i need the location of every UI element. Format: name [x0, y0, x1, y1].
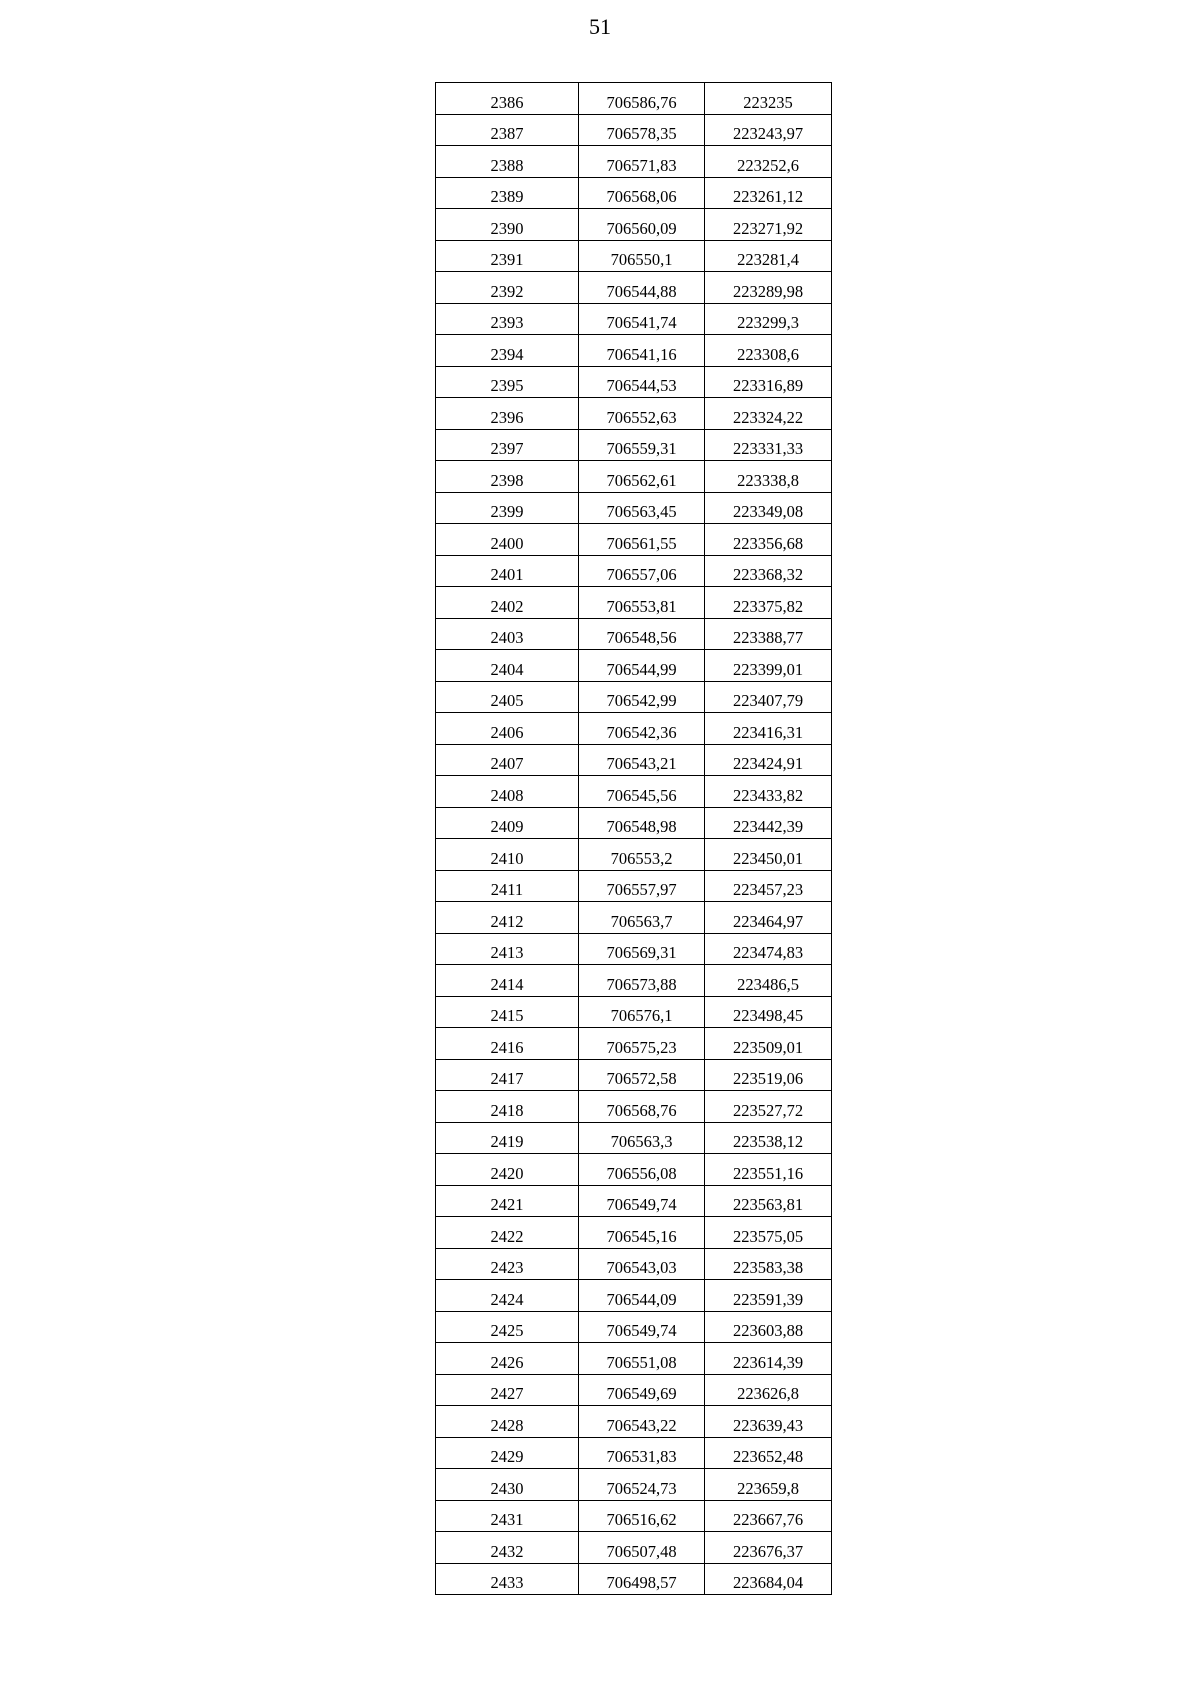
x-coordinate-cell: 706562,61	[579, 461, 705, 493]
x-coordinate-cell: 706542,99	[579, 681, 705, 713]
x-coordinate-cell: 706552,63	[579, 398, 705, 430]
point-number-cell: 2406	[436, 713, 579, 745]
y-coordinate-cell: 223614,39	[705, 1343, 832, 1375]
point-number-cell: 2389	[436, 177, 579, 209]
x-coordinate-cell: 706545,56	[579, 776, 705, 808]
y-coordinate-cell: 223243,97	[705, 114, 832, 146]
table-row	[436, 398, 832, 430]
x-coordinate-cell: 706563,3	[579, 1122, 705, 1154]
x-coordinate-cell: 706544,88	[579, 272, 705, 304]
point-number-cell: 2414	[436, 965, 579, 997]
x-coordinate-cell: 706573,88	[579, 965, 705, 997]
x-coordinate-cell: 706507,48	[579, 1532, 705, 1564]
y-coordinate-cell: 223299,3	[705, 303, 832, 335]
x-coordinate-cell: 706541,16	[579, 335, 705, 367]
table-row	[436, 1500, 832, 1532]
y-coordinate-cell: 223316,89	[705, 366, 832, 398]
x-coordinate-cell: 706549,74	[579, 1185, 705, 1217]
y-coordinate-cell: 223375,82	[705, 587, 832, 619]
y-coordinate-cell: 223424,91	[705, 744, 832, 776]
table-row	[436, 618, 832, 650]
y-coordinate-cell: 223324,22	[705, 398, 832, 430]
point-number-cell: 2405	[436, 681, 579, 713]
y-coordinate-cell: 223338,8	[705, 461, 832, 493]
x-coordinate-cell: 706548,56	[579, 618, 705, 650]
y-coordinate-cell: 223667,76	[705, 1500, 832, 1532]
x-coordinate-cell: 706544,53	[579, 366, 705, 398]
y-coordinate-cell: 223659,8	[705, 1469, 832, 1501]
point-number-cell: 2387	[436, 114, 579, 146]
table-row	[436, 870, 832, 902]
table-row	[436, 996, 832, 1028]
x-coordinate-cell: 706551,08	[579, 1343, 705, 1375]
y-coordinate-cell: 223626,8	[705, 1374, 832, 1406]
x-coordinate-cell: 706563,45	[579, 492, 705, 524]
x-coordinate-cell: 706569,31	[579, 933, 705, 965]
x-coordinate-cell: 706560,09	[579, 209, 705, 241]
point-number-cell: 2392	[436, 272, 579, 304]
y-coordinate-cell: 223356,68	[705, 524, 832, 556]
x-coordinate-cell: 706578,35	[579, 114, 705, 146]
x-coordinate-cell: 706561,55	[579, 524, 705, 556]
point-number-cell: 2394	[436, 335, 579, 367]
point-number-cell: 2421	[436, 1185, 579, 1217]
point-number-cell: 2427	[436, 1374, 579, 1406]
point-number-cell: 2418	[436, 1091, 579, 1123]
y-coordinate-cell: 223652,48	[705, 1437, 832, 1469]
point-number-cell: 2400	[436, 524, 579, 556]
table-row	[436, 303, 832, 335]
table-row	[436, 1059, 832, 1091]
table-row	[436, 965, 832, 997]
table-row	[436, 1374, 832, 1406]
y-coordinate-cell: 223457,23	[705, 870, 832, 902]
table-row	[436, 240, 832, 272]
x-coordinate-cell: 706498,57	[579, 1563, 705, 1595]
table-row	[436, 1028, 832, 1060]
y-coordinate-cell: 223575,05	[705, 1217, 832, 1249]
point-number-cell: 2416	[436, 1028, 579, 1060]
y-coordinate-cell: 223474,83	[705, 933, 832, 965]
y-coordinate-cell: 223331,33	[705, 429, 832, 461]
x-coordinate-cell: 706544,09	[579, 1280, 705, 1312]
y-coordinate-cell: 223684,04	[705, 1563, 832, 1595]
table-row	[436, 1154, 832, 1186]
table-row	[436, 335, 832, 367]
table-row	[436, 1185, 832, 1217]
y-coordinate-cell: 223538,12	[705, 1122, 832, 1154]
point-number-cell: 2408	[436, 776, 579, 808]
x-coordinate-cell: 706544,99	[579, 650, 705, 682]
table-row	[436, 1248, 832, 1280]
x-coordinate-cell: 706545,16	[579, 1217, 705, 1249]
point-number-cell: 2430	[436, 1469, 579, 1501]
y-coordinate-cell: 223235	[705, 83, 832, 115]
point-number-cell: 2424	[436, 1280, 579, 1312]
point-number-cell: 2396	[436, 398, 579, 430]
table-row	[436, 1532, 832, 1564]
x-coordinate-cell: 706553,2	[579, 839, 705, 871]
y-coordinate-cell: 223450,01	[705, 839, 832, 871]
y-coordinate-cell: 223399,01	[705, 650, 832, 682]
table-row	[436, 902, 832, 934]
point-number-cell: 2432	[436, 1532, 579, 1564]
point-number-cell: 2407	[436, 744, 579, 776]
x-coordinate-cell: 706576,1	[579, 996, 705, 1028]
x-coordinate-cell: 706549,69	[579, 1374, 705, 1406]
table-row	[436, 492, 832, 524]
point-number-cell: 2426	[436, 1343, 579, 1375]
y-coordinate-cell: 223416,31	[705, 713, 832, 745]
table-row	[436, 114, 832, 146]
x-coordinate-cell: 706531,83	[579, 1437, 705, 1469]
table-row	[436, 1406, 832, 1438]
point-number-cell: 2415	[436, 996, 579, 1028]
point-number-cell: 2417	[436, 1059, 579, 1091]
x-coordinate-cell: 706541,74	[579, 303, 705, 335]
point-number-cell: 2388	[436, 146, 579, 178]
table-row	[436, 587, 832, 619]
table-row	[436, 366, 832, 398]
x-coordinate-cell: 706543,03	[579, 1248, 705, 1280]
x-coordinate-cell: 706549,74	[579, 1311, 705, 1343]
table-row	[436, 1437, 832, 1469]
y-coordinate-cell: 223433,82	[705, 776, 832, 808]
table-row	[436, 1563, 832, 1595]
table-row	[436, 1217, 832, 1249]
point-number-cell: 2428	[436, 1406, 579, 1438]
coordinates-table-body	[436, 83, 832, 1595]
point-number-cell: 2391	[436, 240, 579, 272]
x-coordinate-cell: 706586,76	[579, 83, 705, 115]
table-row	[436, 1469, 832, 1501]
y-coordinate-cell: 223464,97	[705, 902, 832, 934]
x-coordinate-cell: 706575,23	[579, 1028, 705, 1060]
y-coordinate-cell: 223289,98	[705, 272, 832, 304]
y-coordinate-cell: 223639,43	[705, 1406, 832, 1438]
x-coordinate-cell: 706553,81	[579, 587, 705, 619]
point-number-cell: 2425	[436, 1311, 579, 1343]
table-row	[436, 461, 832, 493]
table-row	[436, 1122, 832, 1154]
table-row	[436, 839, 832, 871]
point-number-cell: 2402	[436, 587, 579, 619]
point-number-cell: 2410	[436, 839, 579, 871]
x-coordinate-cell: 706524,73	[579, 1469, 705, 1501]
x-coordinate-cell: 706568,06	[579, 177, 705, 209]
x-coordinate-cell: 706557,06	[579, 555, 705, 587]
x-coordinate-cell: 706543,22	[579, 1406, 705, 1438]
point-number-cell: 2401	[436, 555, 579, 587]
y-coordinate-cell: 223368,32	[705, 555, 832, 587]
table-row	[436, 83, 832, 115]
table-row	[436, 177, 832, 209]
y-coordinate-cell: 223486,5	[705, 965, 832, 997]
table-row	[436, 681, 832, 713]
point-number-cell: 2429	[436, 1437, 579, 1469]
x-coordinate-cell: 706548,98	[579, 807, 705, 839]
point-number-cell: 2420	[436, 1154, 579, 1186]
y-coordinate-cell: 223551,16	[705, 1154, 832, 1186]
point-number-cell: 2393	[436, 303, 579, 335]
table-row	[436, 1343, 832, 1375]
point-number-cell: 2409	[436, 807, 579, 839]
y-coordinate-cell: 223349,08	[705, 492, 832, 524]
table-row	[436, 1280, 832, 1312]
x-coordinate-cell: 706542,36	[579, 713, 705, 745]
point-number-cell: 2413	[436, 933, 579, 965]
x-coordinate-cell: 706550,1	[579, 240, 705, 272]
point-number-cell: 2398	[436, 461, 579, 493]
point-number-cell: 2433	[436, 1563, 579, 1595]
point-number-cell: 2431	[436, 1500, 579, 1532]
x-coordinate-cell: 706563,7	[579, 902, 705, 934]
x-coordinate-cell: 706557,97	[579, 870, 705, 902]
point-number-cell: 2404	[436, 650, 579, 682]
point-number-cell: 2386	[436, 83, 579, 115]
y-coordinate-cell: 223509,01	[705, 1028, 832, 1060]
y-coordinate-cell: 223271,92	[705, 209, 832, 241]
table-row	[436, 555, 832, 587]
table-row	[436, 1091, 832, 1123]
point-number-cell: 2411	[436, 870, 579, 902]
table-row	[436, 1311, 832, 1343]
table-row	[436, 650, 832, 682]
y-coordinate-cell: 223281,4	[705, 240, 832, 272]
y-coordinate-cell: 223583,38	[705, 1248, 832, 1280]
y-coordinate-cell: 223676,37	[705, 1532, 832, 1564]
y-coordinate-cell: 223407,79	[705, 681, 832, 713]
point-number-cell: 2397	[436, 429, 579, 461]
table-row	[436, 146, 832, 178]
table-row	[436, 272, 832, 304]
table-row	[436, 713, 832, 745]
x-coordinate-cell: 706572,58	[579, 1059, 705, 1091]
x-coordinate-cell: 706568,76	[579, 1091, 705, 1123]
table-row	[436, 429, 832, 461]
x-coordinate-cell: 706571,83	[579, 146, 705, 178]
y-coordinate-cell: 223591,39	[705, 1280, 832, 1312]
y-coordinate-cell: 223261,12	[705, 177, 832, 209]
point-number-cell: 2390	[436, 209, 579, 241]
table-row	[436, 776, 832, 808]
coordinates-table	[435, 82, 832, 1595]
point-number-cell: 2423	[436, 1248, 579, 1280]
y-coordinate-cell: 223442,39	[705, 807, 832, 839]
table-row	[436, 933, 832, 965]
y-coordinate-cell: 223603,88	[705, 1311, 832, 1343]
x-coordinate-cell: 706556,08	[579, 1154, 705, 1186]
table-row	[436, 209, 832, 241]
point-number-cell: 2395	[436, 366, 579, 398]
table-row	[436, 807, 832, 839]
x-coordinate-cell: 706559,31	[579, 429, 705, 461]
y-coordinate-cell: 223388,77	[705, 618, 832, 650]
page-number: 51	[589, 14, 611, 39]
point-number-cell: 2403	[436, 618, 579, 650]
y-coordinate-cell: 223563,81	[705, 1185, 832, 1217]
y-coordinate-cell: 223308,6	[705, 335, 832, 367]
y-coordinate-cell: 223252,6	[705, 146, 832, 178]
x-coordinate-cell: 706543,21	[579, 744, 705, 776]
y-coordinate-cell: 223527,72	[705, 1091, 832, 1123]
table-row	[436, 524, 832, 556]
table-row	[436, 744, 832, 776]
point-number-cell: 2412	[436, 902, 579, 934]
point-number-cell: 2399	[436, 492, 579, 524]
y-coordinate-cell: 223498,45	[705, 996, 832, 1028]
point-number-cell: 2422	[436, 1217, 579, 1249]
x-coordinate-cell: 706516,62	[579, 1500, 705, 1532]
y-coordinate-cell: 223519,06	[705, 1059, 832, 1091]
point-number-cell: 2419	[436, 1122, 579, 1154]
